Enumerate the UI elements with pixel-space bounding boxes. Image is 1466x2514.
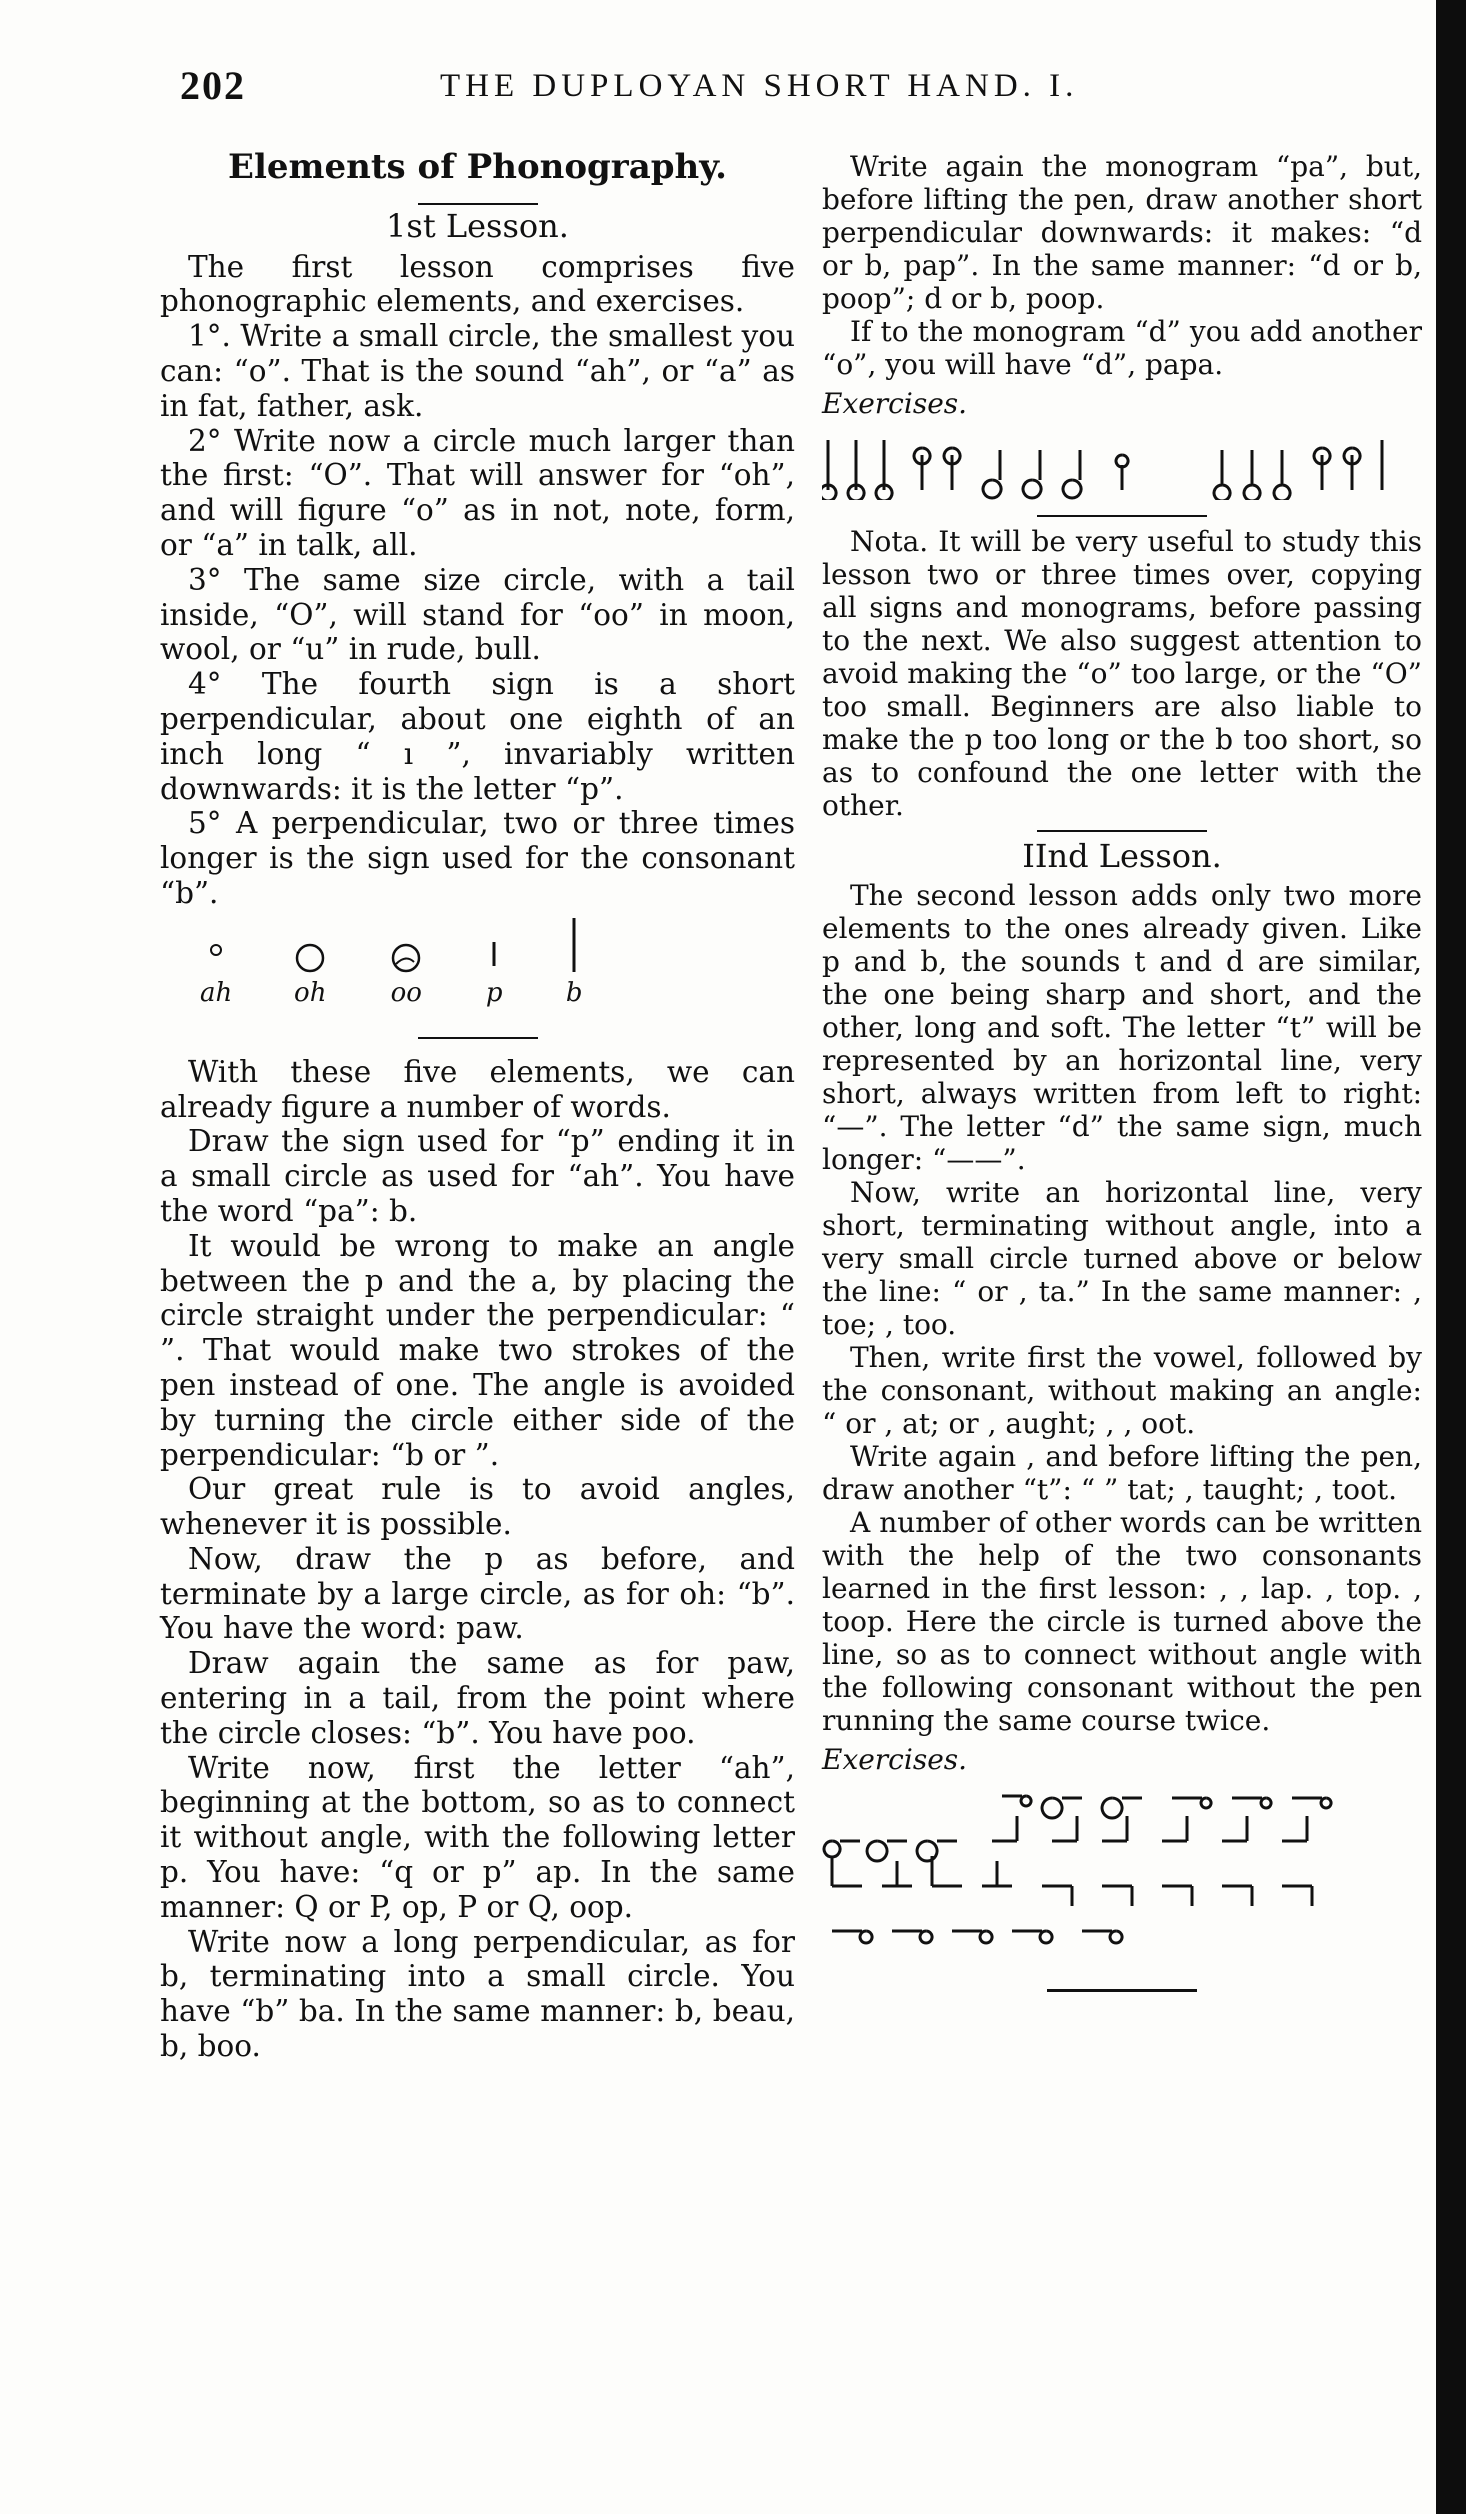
lesson-1-heading: 1st Lesson. [386,206,569,245]
paragraph: 5° A perpendicular, two or three times longer is the sign used for the consonant “b”. [160,806,795,910]
paragraph: 1°. Write a small circle, the smallest you can: “o”. That is the sound “ah”, or “a” as in fat, father, ask. [160,319,795,423]
tailed-circle-icon [388,942,424,976]
sign-label: oo [390,977,422,1008]
paragraph: Write again the monogram “pa”, but, before lifting the pen, draw another short perpendicular downwards: it makes: “d or b, pap”. In the same manner: “d or b, poop”; d or b, poop. [822,150,1422,315]
paragraph: 4° The fourth sign is a short perpendicular, about one eighth of an inch long “ ı ”, invariably written downwards: it is the letter “p”. [160,667,795,806]
section-rule [1037,515,1207,517]
sign-p [484,936,504,1011]
paragraph: The second lesson adds only two more elements to the ones already given. Like p and b, the sounds t and d are similar, the one being sharp and short, and the other, long and soft. The letter “t” will be represented by an horizontal line, very short, always written from left to right: “—”. The letter “d” the same sign, much longer: “——”. [822,879,1422,1176]
paragraph: A number of other words can be written with the help of the two consonants learned in the first lesson: , , lap. , top. , toop. Here the circle is turned above the line, so as to connect without angle with the following consonant without the pen running the same course twice. [822,1506,1422,1737]
section-rule [1037,830,1207,832]
paragraph: It would be wrong to make an angle between the p and the a, by placing the circle straight under the perpendicular: “ ”. That would make two strokes of the pen instead of one. The angle is avoided by turning the circle either side of the perpendicular: “b or ”. [160,1228,795,1472]
long-stroke-icon [564,916,584,976]
paragraph: Draw again the same as for paw, entering in a tail, from the point where the circle closes: “b”. You have poo. [160,1646,795,1750]
right-column [822,150,1422,1992]
sign-ah [200,942,232,1011]
large-circle-icon [292,942,328,976]
page-edge-shadow [1436,0,1466,2514]
paragraph: With these five elements, we can already figure a number of words. [160,1054,795,1124]
paragraph: 2° Write now a circle much larger than the first: “O”. That will answer for “oh”, and will figure “o” as in not, note, form, or “a” in talk, all. [160,423,795,562]
page-number: 202 [180,63,246,108]
left-column [160,147,795,2064]
small-circle-icon [204,942,228,976]
element-signs [200,941,795,1011]
sign-oo [388,942,424,1011]
sign-label: b [565,977,583,1008]
title-rule [418,203,538,205]
sign-label: p [485,977,503,1008]
paragraph: Write now, first the letter “ah”, beginning at the bottom, so as to connect it without angle, with the following letter p. You have: “q or p” ap. In the same manner: Q or P, op, P or Q, oop. [160,1750,795,1924]
paragraph: Then, write first the vowel, followed by the consonant, without making an angle: “ or , at; or , aught; , , oot. [822,1341,1422,1440]
shorthand-exercise-figures [822,430,1422,500]
exercises-row [822,1743,1422,1776]
section-title: Elements of Phonography. [228,147,727,187]
paragraph: The first lesson comprises five phonographic elements, and exercises. [160,249,795,319]
section-rule [418,1037,538,1039]
paragraph: Write now a long perpendicular, as for b, terminating into a small circle. You have “b” ba. In the same manner: b, beau, b, boo. [160,1924,795,2064]
sign-oh [292,942,328,1011]
paragraph: Now, write an horizontal line, very short, terminating without angle, into a very small circle turned above or below the line: “ or , ta.” In the same manner: , toe; , too. [822,1176,1422,1341]
paragraph: 3° The same size circle, with a tail inside, “O”, will stand for “oo” in moon, wool, or “u” in rude, bull. [160,562,795,667]
paragraph: Our great rule is to avoid angles, whenever it is possible. [160,1472,795,1542]
running-title: THE DUPLOYAN SHORT HAND. I. [440,68,1079,104]
sign-label: oh [294,977,327,1008]
exercises-label: Exercises. [822,387,968,420]
paragraph: Draw the sign used for “p” ending it in a small circle as used for “ah”. You have the word “pa”: b. [160,1124,795,1228]
paragraph: Now, draw the p as before, and terminate by a large circle, as for oh: “b”. You have the word: paw. [160,1541,795,1646]
paragraph: If to the monogram “d” you add another “o”, you will have “d”, papa. [822,315,1422,381]
nota-paragraph: Nota. It will be very useful to study this lesson two or three times over, copying all signs and monograms, before passing to the next. We also suggest attention to avoid making the “o” too large, or the “O” too small. Beginners are also liable to make the p too long or the b too short, so as to confound the one letter with the other. [822,525,1422,822]
end-rule [1047,1989,1197,1992]
lesson-2-heading: IInd Lesson. [1022,837,1222,875]
paragraph: Write again , and before lifting the pen, draw another “t”: “ ” tat; , taught; , toot. [822,1440,1422,1506]
sign-b [564,916,584,1011]
exercises-label: Exercises. [822,1743,968,1776]
sign-label: ah [200,977,233,1008]
shorthand-exercise-figures [822,1786,1422,1946]
short-stroke-icon [484,936,504,976]
exercises-row [822,387,1422,420]
